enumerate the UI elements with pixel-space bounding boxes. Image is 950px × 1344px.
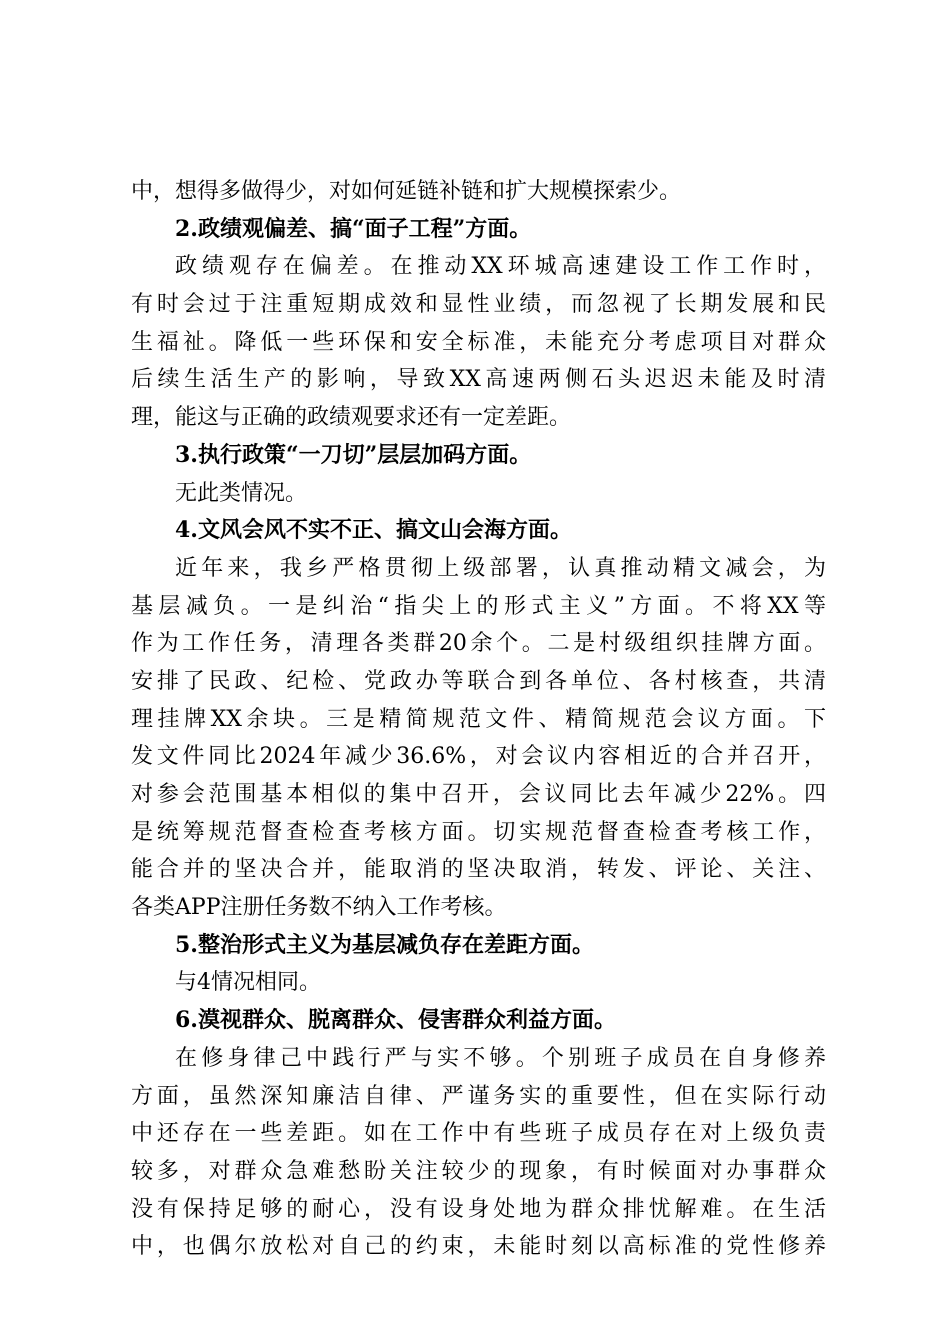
paragraph-line: 中，也偶尔放松对自己的约束，未能时刻以高标准的党性修养 <box>131 1234 826 1260</box>
section-heading-4: 4.文风会风不实不正、搞文山会海方面。 <box>175 517 572 544</box>
paragraph-line: 发文件同比2024年减少36.6%，对会议内容相近的合并召开， <box>131 744 826 770</box>
section-heading-2: 2.政绩观偏差、搞“面子工程”方面。 <box>175 215 532 242</box>
paragraph-line: 与4情况相同。 <box>175 970 321 996</box>
paragraph-line: 政绩观存在偏差。在推动XX环城高速建设工作工作时， <box>175 254 826 280</box>
paragraph-line: 生福祉。降低一些环保和安全标准，未能充分考虑项目对群众 <box>131 329 826 355</box>
paragraph-line: 有时会过于注重短期成效和显性业绩，而忽视了长期发展和民 <box>131 292 826 318</box>
paragraph-line: 没有保持足够的耐心，没有设身处地为群众排忧解难。在生活 <box>131 1196 826 1222</box>
paragraph-line: 作为工作任务，清理各类群20余个。二是村级组织挂牌方面。 <box>131 631 826 657</box>
paragraph-line: 中还存在一些差距。如在工作中有些班子成员存在对上级负责 <box>131 1121 826 1147</box>
paragraph-line: 能合并的坚决合并，能取消的坚决取消，转发、评论、关注、 <box>131 857 826 883</box>
paragraph-line: 较多，对群众急难愁盼关注较少的现象，有时候面对办事群众 <box>131 1158 826 1184</box>
document-body <box>131 173 826 1266</box>
paragraph-line: 理挂牌XX余块。三是精简规范文件、精简规范会议方面。下 <box>131 706 826 732</box>
paragraph-line: 理，能这与正确的政绩观要求还有一定差距。 <box>131 405 572 431</box>
paragraph-line: 无此类情况。 <box>175 480 308 506</box>
paragraph-line: 对参会范围基本相似的集中召开，会议同比去年减少22%。四 <box>131 782 826 807</box>
paragraph-line: 方面，虽然深知廉洁自律、严谨务实的重要性，但在实际行动 <box>131 1083 826 1109</box>
paragraph-line: 中，想得多做得少，对如何延链补链和扩大规模探索少。 <box>131 179 682 204</box>
paragraph-line: 基层减负。一是纠治“指尖上的形式主义”方面。不将XX等 <box>131 593 826 619</box>
section-heading-5: 5.整治形式主义为基层减负存在差距方面。 <box>175 931 594 958</box>
paragraph-line: 近年来，我乡严格贯彻上级部署，认真推动精文减会，为 <box>175 555 826 581</box>
section-heading-6: 6.漠视群众、脱离群众、侵害群众利益方面。 <box>175 1007 616 1034</box>
paragraph-line: 在修身律己中践行严与实不够。个别班子成员在自身修养 <box>175 1045 826 1071</box>
section-heading-3: 3.执行政策“一刀切”层层加码方面。 <box>175 441 532 468</box>
paragraph-line: 后续生活生产的影响，导致XX高速两侧石头迟迟未能及时清 <box>131 367 826 393</box>
paragraph-line: 是统筹规范督查检查考核方面。切实规范督查检查考核工作， <box>131 819 826 845</box>
paragraph-line: 各类APP注册任务数不纳入工作考核。 <box>131 895 507 921</box>
paragraph-line: 安排了民政、纪检、党政办等联合到各单位、各村核查，共清 <box>131 668 826 694</box>
